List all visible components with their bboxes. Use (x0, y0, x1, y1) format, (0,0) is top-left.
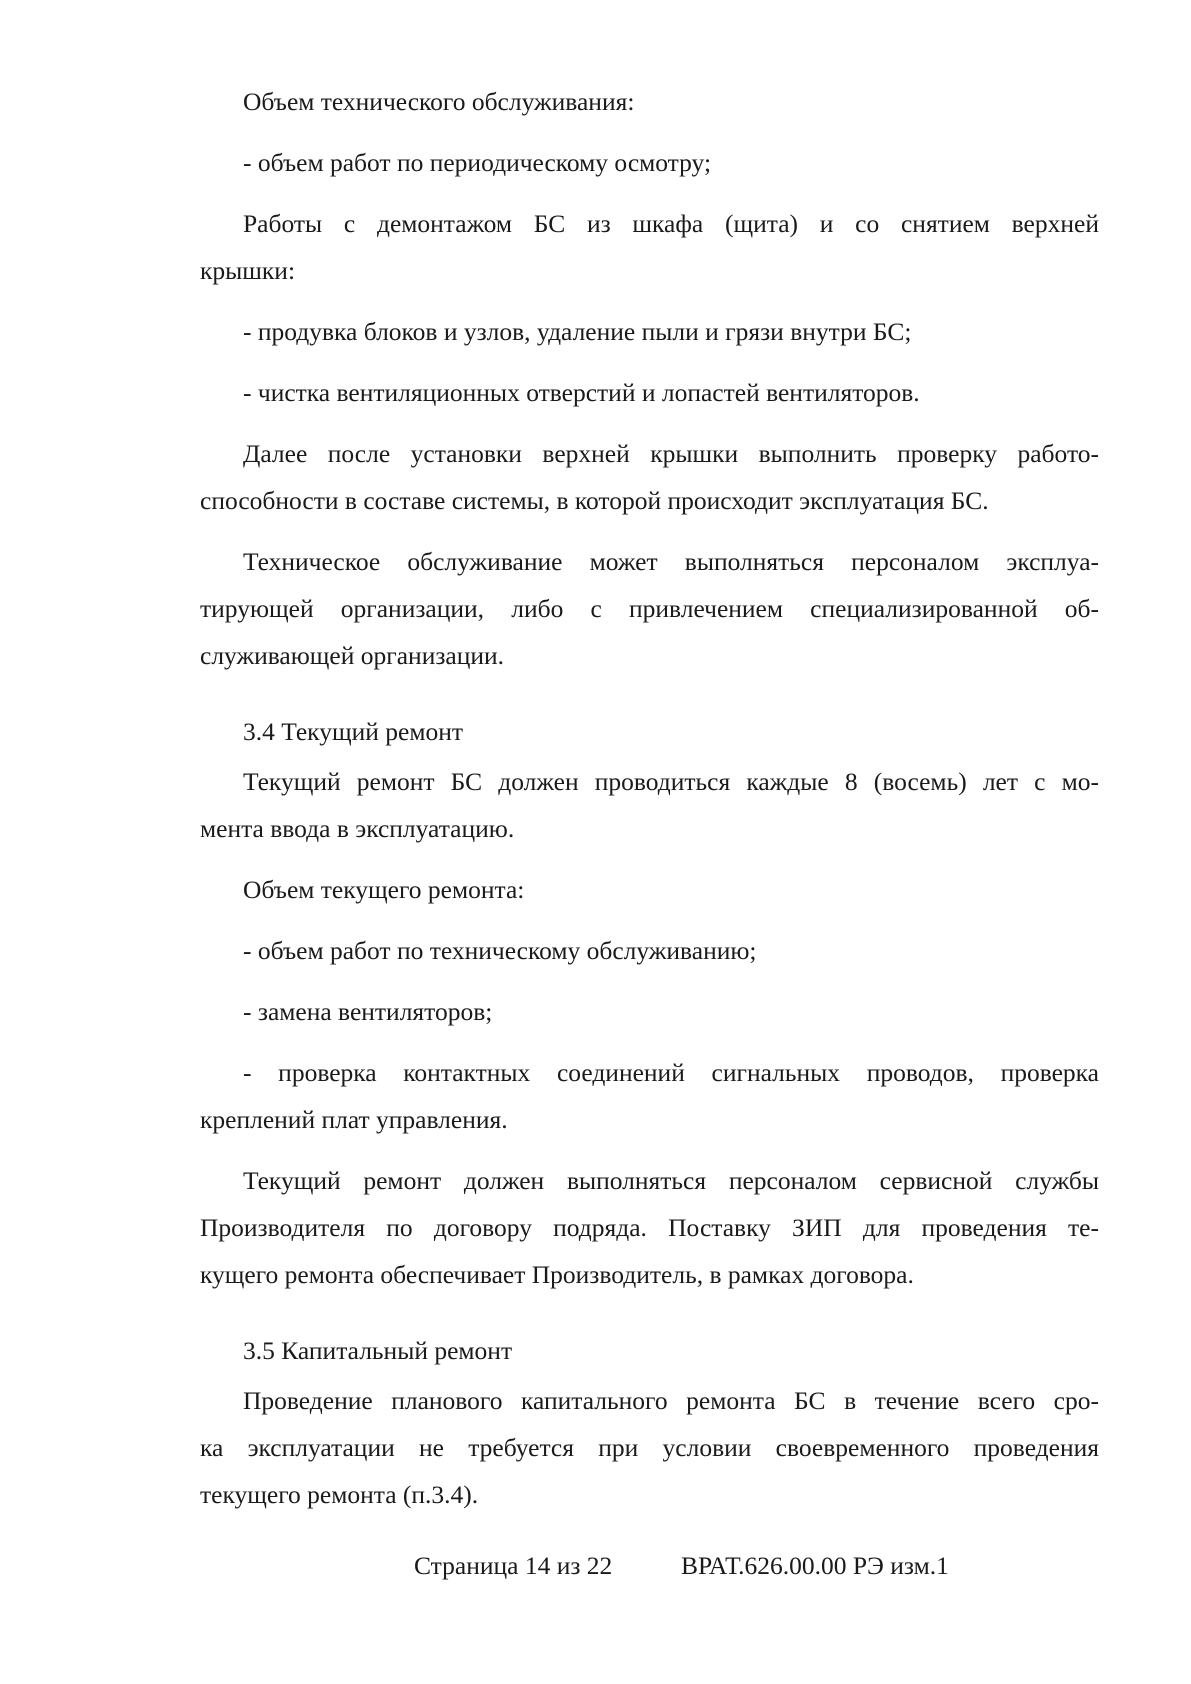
list-item: - объем работ по техническому обслуживанию; (243, 936, 757, 965)
paragraph-line: Текущий ремонт должен выполняться персоналом сервисной службы (243, 1166, 1099, 1195)
paragraph-line: Производителя по договору подряда. Поставку ЗИП для проведения те- (200, 1213, 1099, 1242)
paragraph-line: текущего ремонта (п.3.4). (200, 1480, 479, 1509)
paragraph-line: кущего ремонта обеспечивает Производитель, в рамках договора. (200, 1260, 914, 1289)
paragraph-line: Работы с демонтажом БС из шкафа (щита) и со снятием верхней (243, 209, 1099, 238)
list-item: - проверка контактных соединений сигнальных проводов, проверка (243, 1058, 1099, 1087)
paragraph-line: способности в составе системы, в которой происходит эксплуатация БС. (200, 486, 989, 515)
document-code: ВРАТ.626.00.00 РЭ изм.1 (681, 1551, 949, 1580)
paragraph-line: Объем технического обслуживания: (243, 87, 635, 116)
paragraph-line: крышки: (200, 256, 296, 285)
paragraph-line: ка эксплуатации не требуется при условии своевременного проведения (200, 1433, 1099, 1462)
list-item: - чистка вентиляционных отверстий и лопастей вентиляторов. (243, 378, 920, 407)
paragraph-line: тирующей организации, либо с привлечением специализированной об- (200, 594, 1099, 623)
paragraph-line: служивающей организации. (200, 641, 505, 670)
page-number: Страница 14 из 22 (414, 1551, 613, 1580)
list-item: - объем работ по периодическому осмотру; (243, 148, 712, 177)
paragraph-line: Далее после установки верхней крышки выполнить проверку работо- (243, 439, 1099, 468)
paragraph-line: мента ввода в эксплуатацию. (200, 814, 515, 843)
paragraph-line: Объем текущего ремонта: (243, 875, 525, 904)
list-item: креплений плат управления. (200, 1105, 508, 1134)
paragraph-line: Проведение планового капитального ремонта БС в течение всего сро- (243, 1386, 1099, 1415)
paragraph-line: Техническое обслуживание может выполняться персоналом эксплуа- (243, 547, 1099, 576)
paragraph-line: Текущий ремонт БС должен проводиться каждые 8 (восемь) лет с мо- (243, 767, 1099, 796)
section-heading: 3.5 Капитальный ремонт (243, 1336, 513, 1365)
list-item: - продувка блоков и узлов, удаление пыли и грязи внутри БС; (243, 317, 912, 346)
list-item: - замена вентиляторов; (243, 997, 493, 1026)
section-heading: 3.4 Текущий ремонт (243, 717, 463, 746)
